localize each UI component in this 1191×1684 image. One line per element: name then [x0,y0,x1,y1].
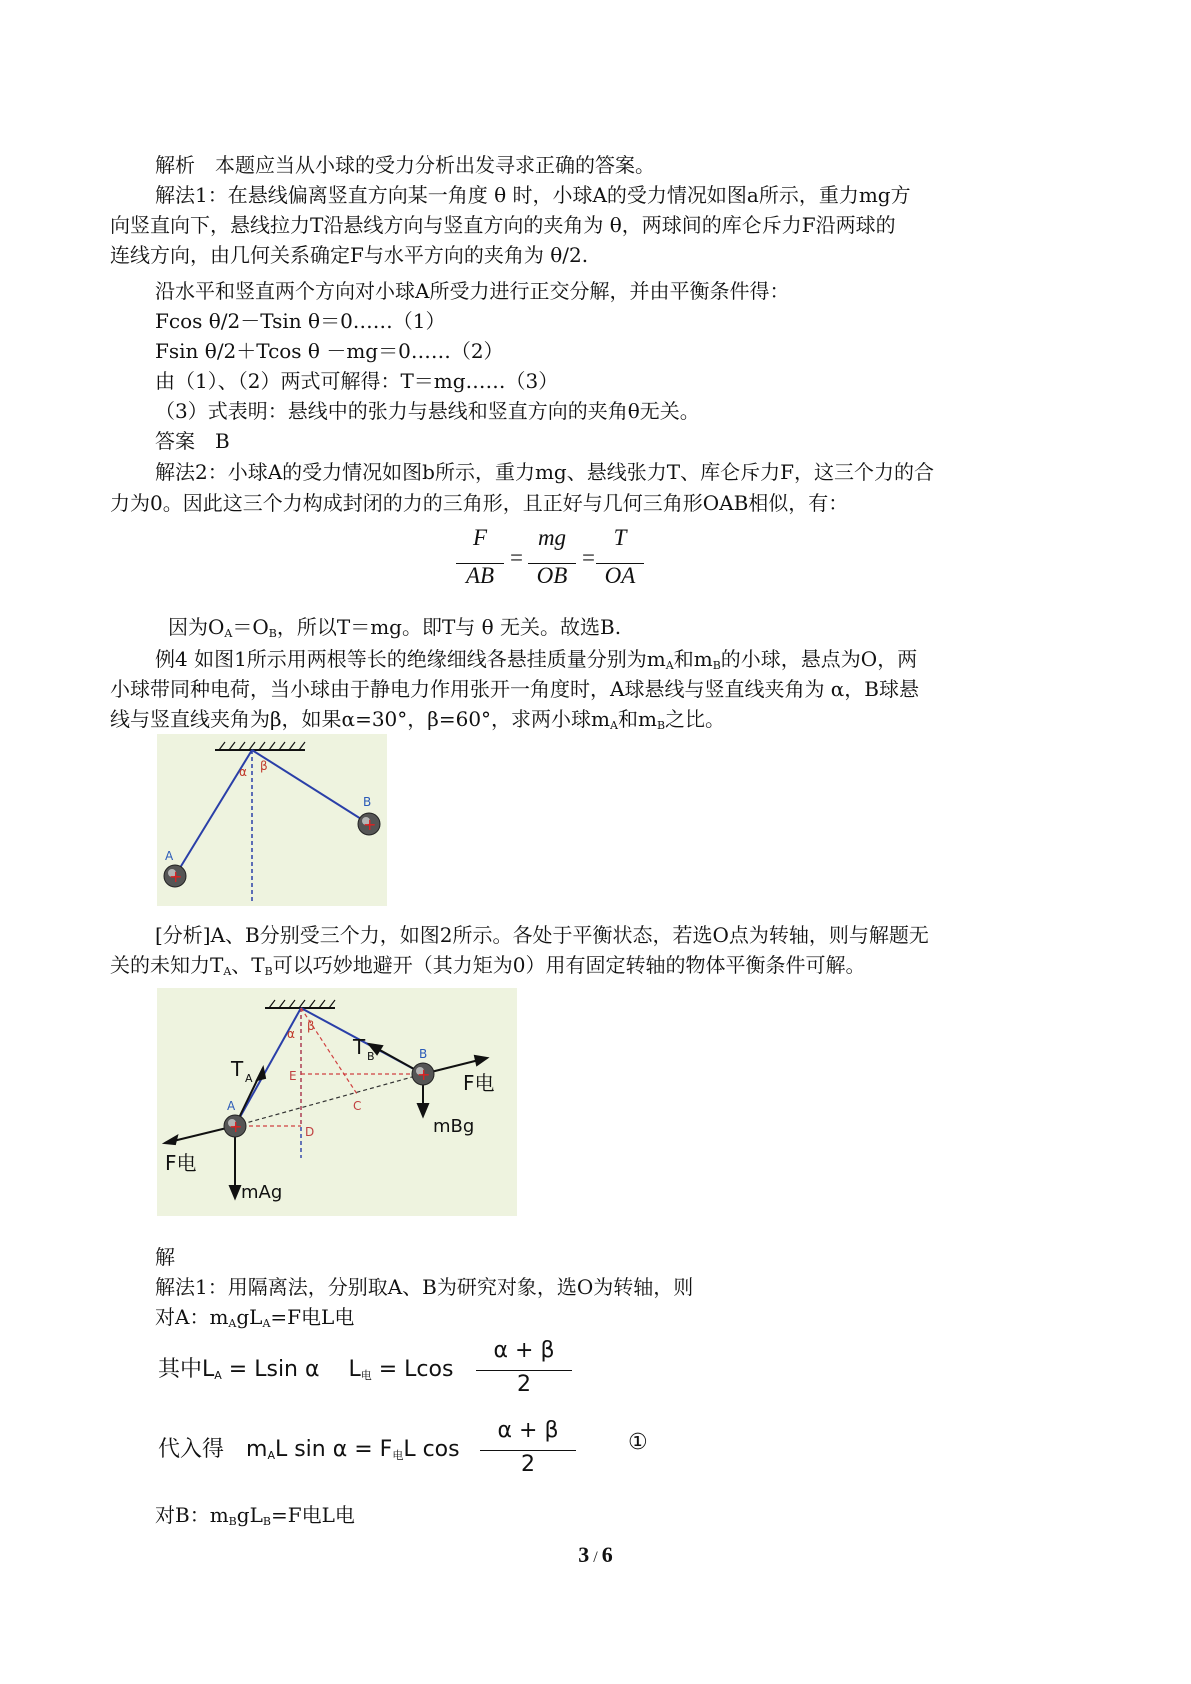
svg-text:B: B [419,1047,428,1061]
page-number: 3 / 6 [578,1542,613,1567]
solution-heading: 解 [155,1245,175,1269]
denominator: OB [536,563,568,588]
svg-text:D: D [305,1125,315,1139]
equation-number: ① [628,1430,648,1455]
svg-text:B: B [367,1050,375,1063]
paragraph: 解法1：在悬线偏离竖直方向某一角度 θ 时，小球A的受力情况如图a所示，重力mg方 [155,183,911,207]
solution-line: 对A：$m_AgL_A=F$电L电 [155,1305,355,1330]
svg-text:α: α [239,765,247,779]
analysis-line: [分析]A、B分别受三个力，如图2所示。各处于平衡状态，若选O点为转轴，则与解题无 [155,923,929,947]
figure-1-drawing [157,734,387,906]
svg-text:E: E [289,1069,297,1083]
fraction-equation: F AB = mg OB = T OA [450,525,650,605]
example-4-line: 例4 如图1所示用两根等长的绝缘细线各悬挂质量分别为$m_A$和$m_B$的小球，悬点为O，两 [155,647,918,672]
svg-text:T: T [231,1057,244,1081]
svg-text:A: A [245,1072,253,1085]
svg-text:B: B [363,795,372,809]
svg-text:+: + [229,1117,243,1136]
analysis-line: 关的未知力$T_A$、$T_B$可以巧妙地避开（其力矩为0）用有固定转轴的物体平衡条件可解。 [110,953,866,978]
paragraph: 解析 本题应当从小球的受力分析出发寻求正确的答案。 [155,153,655,177]
svg-text:F电: F电 [463,1071,495,1095]
answer-line: 答案 B [155,429,230,453]
svg-text:mBg: mBg [433,1116,475,1137]
denominator: OA [604,563,636,588]
paragraph: 连线方向，由几何关系确定F与水平方向的夹角为 θ/2. [110,243,589,267]
svg-text:β: β [307,1019,315,1033]
svg-text:α: α [287,1027,295,1041]
denominator: AB [465,563,495,588]
example-4-line: 小球带同种电荷，当小球由于静电力作用张开一角度时，A球悬线与竖直线夹角为 α，B球悬 [110,677,920,701]
figure-1 [157,734,387,906]
svg-text:β: β [260,759,268,773]
equation-1: 其中$L_A = Lsin$ α $L_电 = Lcos$ α + β 2 [158,1340,578,1400]
svg-text:C: C [353,1099,362,1113]
paragraph: 力为0。因此这三个力构成封闭的力的三角形，且正好与几何三角形OAB相似，有： [110,491,849,515]
svg-text:F电: F电 [165,1151,197,1175]
svg-text:+: + [169,867,183,886]
paragraph: 由（1）、（2）两式可解得：T＝mg……（3） [155,369,559,393]
solution-line: 解法1：用隔离法，分别取A、B为研究对象，选O为转轴，则 [155,1275,694,1299]
equation-line: Fcos θ/2－Tsin θ＝0……（1） [155,309,446,333]
numerator: F [472,525,488,550]
figure-2 [157,988,517,1216]
figure-2-drawing [157,988,517,1216]
solution-line: 对B：$m_BgL_B=F$电L电 [155,1503,355,1528]
svg-text:T: T [353,1035,366,1059]
svg-text:+: + [417,1065,431,1084]
svg-text:A: A [165,849,174,863]
numerator: T [613,525,627,550]
paragraph: 向竖直向下，悬线拉力T沿悬线方向与竖直方向的夹角为 θ，两球间的库仑斥力F沿两球的 [110,213,896,237]
equation-2: 代入得 $m_AL$ $\sin \alpha = F_电L$ cos α + β 2 ① [158,1418,648,1477]
svg-text:+: + [363,815,377,834]
paragraph: 沿水平和竖直两个方向对小球A所受力进行正交分解，并由平衡条件得： [155,279,790,303]
numerator: mg [537,525,567,550]
example-4-line: 线与竖直线夹角为β，如果α=30°，β=60°，求两小球$m_A$和$m_B$之比。 [110,707,726,732]
svg-text:A: A [227,1099,236,1113]
paragraph: 解法2：小球A的受力情况如图b所示，重力mg、悬线张力T、库仑斥力F，这三个力的合 [155,460,934,484]
equation-line: Fsin θ/2＋Tcos θ －mg＝0……（2） [155,339,504,363]
svg-text:mAg: mAg [241,1182,283,1203]
paragraph: （3）式表明：悬线中的张力与悬线和竖直方向的夹角θ无关。 [155,399,700,423]
paragraph: 因为$O_A=O_B$，所以T＝mg。即T与 θ 无关。故选B. [168,615,622,640]
